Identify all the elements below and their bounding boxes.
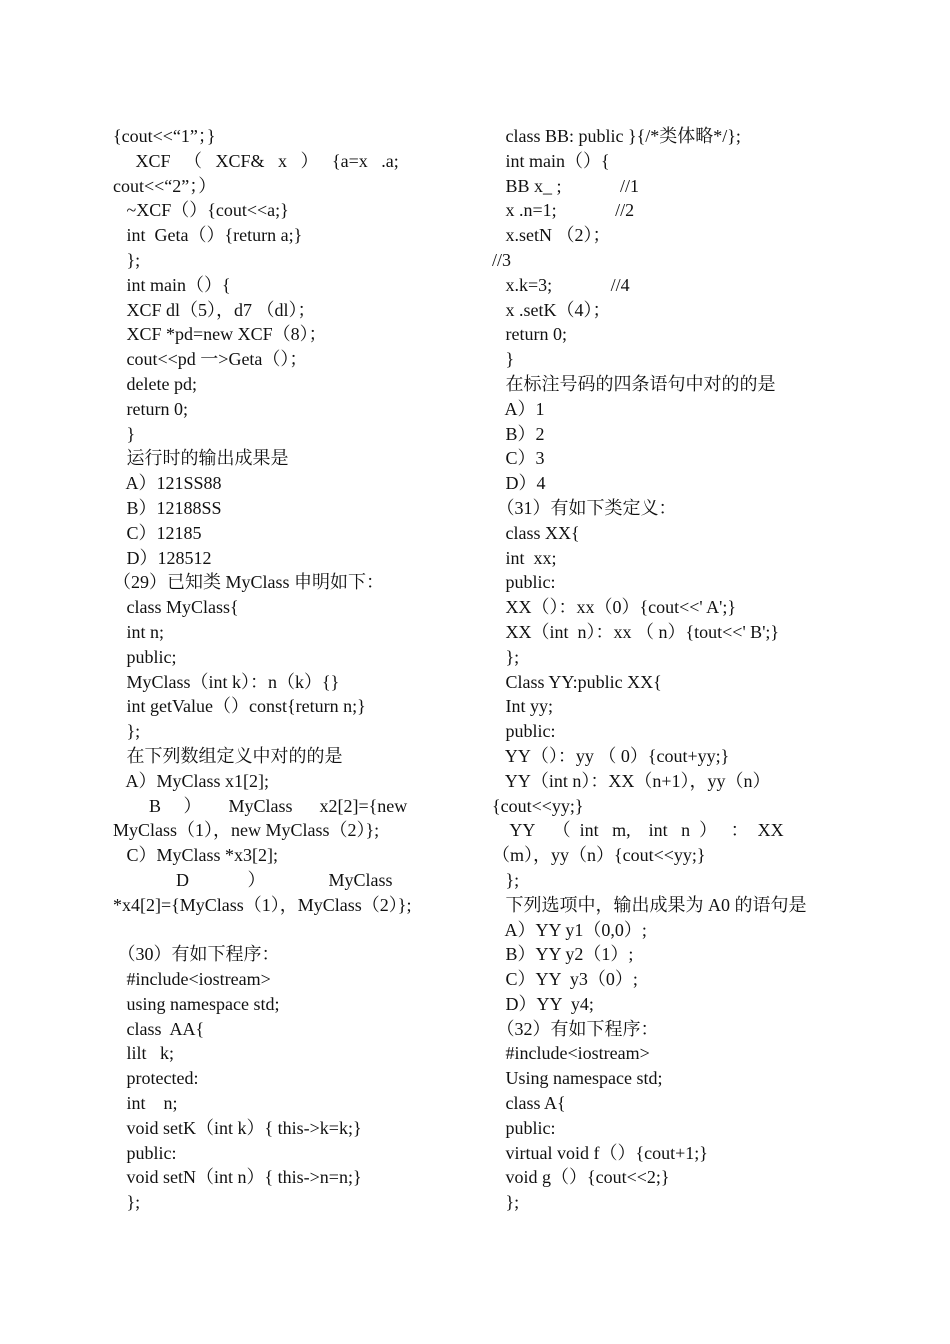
left-text-line: return 0; <box>113 398 188 419</box>
left-text-line: {cout<<“1”；} <box>113 126 216 146</box>
left-text-line: MyClass（1），new MyClass（2）}; <box>113 820 380 841</box>
right-text-line: YY（）：yy （ 0）{cout+yy;} <box>492 745 730 766</box>
right-text-line: public: <box>492 1117 556 1138</box>
left-text-line: 运行时的输出成果是 <box>113 448 289 469</box>
right-text-line: A）1 <box>492 398 545 419</box>
right-text-line: } <box>492 349 515 370</box>
left-text-line: } <box>113 423 136 444</box>
right-text-line: B）2 <box>492 423 545 444</box>
left-text-line: C）MyClass *x3[2]; <box>113 845 279 866</box>
left-text-line: }; <box>113 249 141 270</box>
right-text-line: Int yy; <box>492 696 553 717</box>
right-text-line: YY（int n）：XX（n+1），yy（n） <box>492 770 771 791</box>
left-text-line: MyClass（int k）：n（k）{} <box>113 671 340 692</box>
left-column <box>113 124 458 1215</box>
right-text-line: Class YY:public XX{ <box>492 671 662 692</box>
left-text-line: void setK（int k）{ this->k=k;} <box>113 1117 362 1138</box>
right-text-line: XX（int n）：xx （ n）{tout<<' B';} <box>492 621 780 642</box>
left-text-line: int Geta（）{return a;} <box>113 225 303 246</box>
right-text-line: class A{ <box>492 1093 566 1114</box>
right-text-line: x .setK（4）； <box>492 299 611 320</box>
left-text-line: #include<iostream> <box>113 969 271 990</box>
right-text-line: void g（）{cout<<2;} <box>492 1167 670 1188</box>
right-text-line: }; <box>492 646 520 667</box>
right-text-line: class BB: public }{/*类体略*/}; <box>492 126 741 146</box>
right-text-line: A）YY y1（0,0）; <box>492 919 647 940</box>
right-text-line: D）YY y4; <box>492 993 594 1014</box>
left-text-line: int n; <box>113 1093 178 1114</box>
left-text-line: A）121SS88 <box>113 473 222 494</box>
right-text-line: （m），yy（n）{cout<<yy;} <box>492 845 706 866</box>
right-text-line: public: <box>492 572 556 593</box>
right-text-line: C）3 <box>492 448 545 469</box>
right-text-line: }; <box>492 1192 520 1213</box>
left-text-line: }; <box>113 1192 141 1213</box>
right-text-line: x.setN （2）； <box>492 225 611 246</box>
left-text-line <box>113 918 458 943</box>
right-column <box>492 124 837 1215</box>
left-text-line: A）MyClass x1[2]; <box>113 770 270 791</box>
left-text-line: D ） MyClass <box>113 869 393 890</box>
right-text-line: public: <box>492 721 556 742</box>
left-text-line: D）128512 <box>113 547 212 568</box>
right-text-line: BB x_ ; //1 <box>492 175 640 196</box>
left-text-line: 在下列数组定义中对的的是 <box>113 745 343 766</box>
right-text-line: virtual void f（）{cout+1;} <box>492 1142 708 1163</box>
left-text-line: C）12185 <box>113 522 202 543</box>
left-text-line: delete pd; <box>113 373 197 394</box>
right-text-line: #include<iostream> <box>492 1043 650 1064</box>
right-text-line: （31）有如下类定义： <box>492 497 677 518</box>
left-text-line: B ） MyClass x2[2]={new <box>113 795 408 816</box>
left-text-line: XCF *pd=new XCF（8）； <box>113 324 327 345</box>
right-text-line: {cout<<yy;} <box>492 795 584 816</box>
left-text-line: XCF （ XCF& x ） {a=x .a; <box>113 150 399 171</box>
left-text-line: ~XCF（）{cout<<a;} <box>113 200 289 221</box>
right-text-line: return 0; <box>492 324 567 345</box>
left-text-line: void setN（int n）{ this->n=n;} <box>113 1167 362 1188</box>
left-text-line: int getValue（）const{return n;} <box>113 696 366 717</box>
left-text-line: int main（）{ <box>113 274 231 295</box>
left-text-line: cout<<pd 一>Geta（）； <box>113 349 308 370</box>
left-text-line: using namespace std; <box>113 993 280 1014</box>
left-text-line: cout<<“2”；） <box>113 175 217 196</box>
right-text-line: int xx; <box>492 547 557 568</box>
left-text-line: lilt k; <box>113 1043 175 1064</box>
left-text-line: B）12188SS <box>113 497 222 518</box>
left-text-line: protected: <box>113 1068 199 1089</box>
left-text-line: class MyClass{ <box>113 597 239 618</box>
right-text-line: 在标注号码的四条语句中对的的是 <box>492 373 776 394</box>
right-text-line: C）YY y3（0）; <box>492 969 638 990</box>
left-text-line: （30）有如下程序： <box>113 944 280 965</box>
right-text-line: //3 <box>492 249 512 270</box>
right-text-line: YY （ int m, int n ） ： XX <box>492 820 784 841</box>
right-text-line: x .n=1; //2 <box>492 200 635 221</box>
right-text-line: x.k=3; //4 <box>492 274 630 295</box>
left-text-line: （29）已知类 MyClass 申明如下： <box>113 572 385 593</box>
right-text-line: XX（）：xx（0）{cout<<' A';} <box>492 597 737 618</box>
left-text-line: }; <box>113 721 141 742</box>
left-text-line: *x4[2]={MyClass（1），MyClass（2）}; <box>113 894 412 915</box>
right-text-line: class XX{ <box>492 522 580 543</box>
left-text-line: public: <box>113 1142 177 1163</box>
left-text-line: class AA{ <box>113 1018 205 1039</box>
right-text-line: B）YY y2（1）; <box>492 944 634 965</box>
right-text-line: D）4 <box>492 473 546 494</box>
left-text-line: int n; <box>113 621 165 642</box>
right-text-line: Using namespace std; <box>492 1068 663 1089</box>
left-text-line: XCF dl（5），d7 （dl）； <box>113 299 316 320</box>
right-text-line: }; <box>492 869 520 890</box>
right-text-line: （32）有如下程序： <box>492 1018 659 1039</box>
right-text-line: 下列选项中，输出成果为 A0 的语句是 <box>492 894 807 915</box>
right-text-line: int main（）{ <box>492 150 610 171</box>
left-text-line: public; <box>113 646 177 667</box>
